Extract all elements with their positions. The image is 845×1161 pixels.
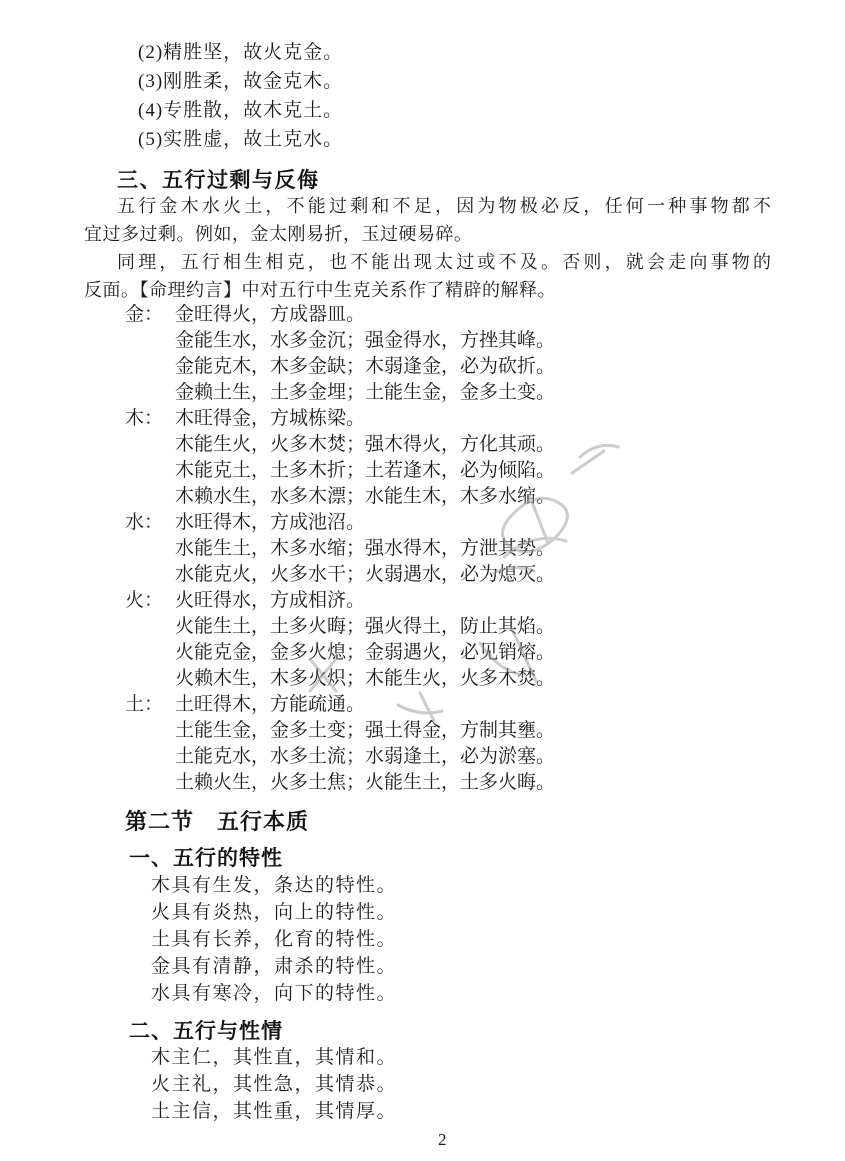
five-element-verses xyxy=(84,302,555,796)
verse-text: 火能克金，金多火熄；金弱遇火，必见销熔。 xyxy=(175,642,556,663)
verse-text: 火旺得水，方成相济。 xyxy=(175,590,366,611)
temperament-line: 火主礼，其性急，其情恭。 xyxy=(151,1074,398,1095)
element-verse-row xyxy=(84,744,555,770)
verse-text: 金赖土生，土多金埋；土能生金，金多土变。 xyxy=(175,382,556,403)
list-item: (3)刚胜柔，故金克木。 xyxy=(138,71,344,92)
temperament-subsection-heading: 二、五行与性情 xyxy=(129,1019,283,1043)
essence-section-heading: 第二节 五行本质 xyxy=(125,810,310,835)
temperament-list xyxy=(151,1044,397,1125)
verse-text: 木能克土，土多木折；土若逢木，必为倾陷。 xyxy=(175,460,556,481)
element-label-wood: 木： xyxy=(125,408,164,429)
element-label-water: 水： xyxy=(125,512,164,533)
trait-line: 土具有长养，化育的特性。 xyxy=(151,929,398,950)
verse-text: 土旺得木，方能疏通。 xyxy=(175,694,366,715)
element-verse-row xyxy=(84,640,555,666)
element-verse-row xyxy=(84,614,555,640)
element-verse-row xyxy=(84,510,555,536)
list-item: (4)专胜散，故木克土。 xyxy=(138,100,344,121)
paragraph-line: 同理，五行相生相克，也不能出现太过或不及。否则，就会走向事物的 xyxy=(117,252,775,272)
paragraph-line: 宜过多过剩。例如，金太刚易折，玉过硬易碎。 xyxy=(84,224,473,244)
verse-text: 木赖水生，水多木漂；水能生木，木多水缩。 xyxy=(175,486,556,507)
element-verse-row xyxy=(84,536,555,562)
verse-text: 土能克水，水多土流；水弱逢土，必为淤塞。 xyxy=(175,746,556,767)
verse-text: 木旺得金，方城栋梁。 xyxy=(175,408,366,429)
element-label-fire: 火： xyxy=(125,590,164,611)
trait-line: 木具有生发，条达的特性。 xyxy=(151,875,398,896)
element-verse-row xyxy=(84,484,555,510)
element-verse-row xyxy=(84,692,555,718)
verse-text: 土能生金，金多土变；强土得金，方制其壅。 xyxy=(175,720,556,741)
element-verse-row xyxy=(84,354,555,380)
trait-line: 火具有炎热，向上的特性。 xyxy=(151,902,398,923)
overflow-section-heading: 三、五行过剩与反侮 xyxy=(117,168,320,192)
temperament-line: 土主信，其性重，其情厚。 xyxy=(151,1101,398,1122)
verse-text: 木能生火，火多木焚；强木得火，方化其顽。 xyxy=(175,434,556,455)
page-number: 2 xyxy=(438,1130,447,1149)
verse-text: 金能生水，水多金沉；强金得水，方挫其峰。 xyxy=(175,330,556,351)
element-verse-row xyxy=(84,588,555,614)
element-verse-row xyxy=(84,718,555,744)
list-item: (2)精胜坚，故火克金。 xyxy=(138,42,344,63)
element-verse-row xyxy=(84,458,555,484)
verse-text: 水能克火，火多水干；火弱遇水，必为熄灭。 xyxy=(175,564,556,585)
traits-subsection-heading: 一、五行的特性 xyxy=(129,846,283,870)
element-verse-row xyxy=(84,380,555,406)
element-label-metal: 金： xyxy=(125,304,164,325)
element-verse-row xyxy=(84,666,555,692)
traits-list xyxy=(151,872,397,1007)
temperament-line: 木主仁，其性直，其情和。 xyxy=(151,1047,398,1068)
element-label-earth: 土： xyxy=(125,694,164,715)
trait-line: 水具有寒冷，向下的特性。 xyxy=(151,983,398,1004)
numbered-list xyxy=(138,38,343,154)
trait-line: 金具有清静，肃杀的特性。 xyxy=(151,956,398,977)
element-verse-row xyxy=(84,770,555,796)
verse-text: 水能生土，木多水缩；强水得木，方泄其势。 xyxy=(175,538,556,559)
element-verse-row xyxy=(84,302,555,328)
paragraph-line: 反面。【命理约言】中对五行中生克关系作了精辟的解释。 xyxy=(84,280,556,300)
verse-text: 火能生土，土多火晦；强火得土，防止其焰。 xyxy=(175,616,556,637)
element-verse-row xyxy=(84,562,555,588)
list-item: (5)实胜虚，故土克水。 xyxy=(138,129,344,150)
overflow-paragraphs xyxy=(84,192,774,304)
verse-text: 火赖木生，木多火炽；木能生火，火多木焚。 xyxy=(175,668,556,689)
verse-text: 金旺得火，方成器皿。 xyxy=(175,304,366,325)
paragraph-line: 五行金木水火土，不能过剩和不足，因为物极必反，任何一种事物都不 xyxy=(117,196,775,216)
verse-text: 土赖火生，火多土焦；火能生土，土多火晦。 xyxy=(175,772,556,793)
element-verse-row xyxy=(84,432,555,458)
element-verse-row xyxy=(84,328,555,354)
element-verse-row xyxy=(84,406,555,432)
verse-text: 水旺得木，方成池沼。 xyxy=(175,512,366,533)
verse-text: 金能克木，木多金缺；木弱逢金，必为砍折。 xyxy=(175,356,556,377)
